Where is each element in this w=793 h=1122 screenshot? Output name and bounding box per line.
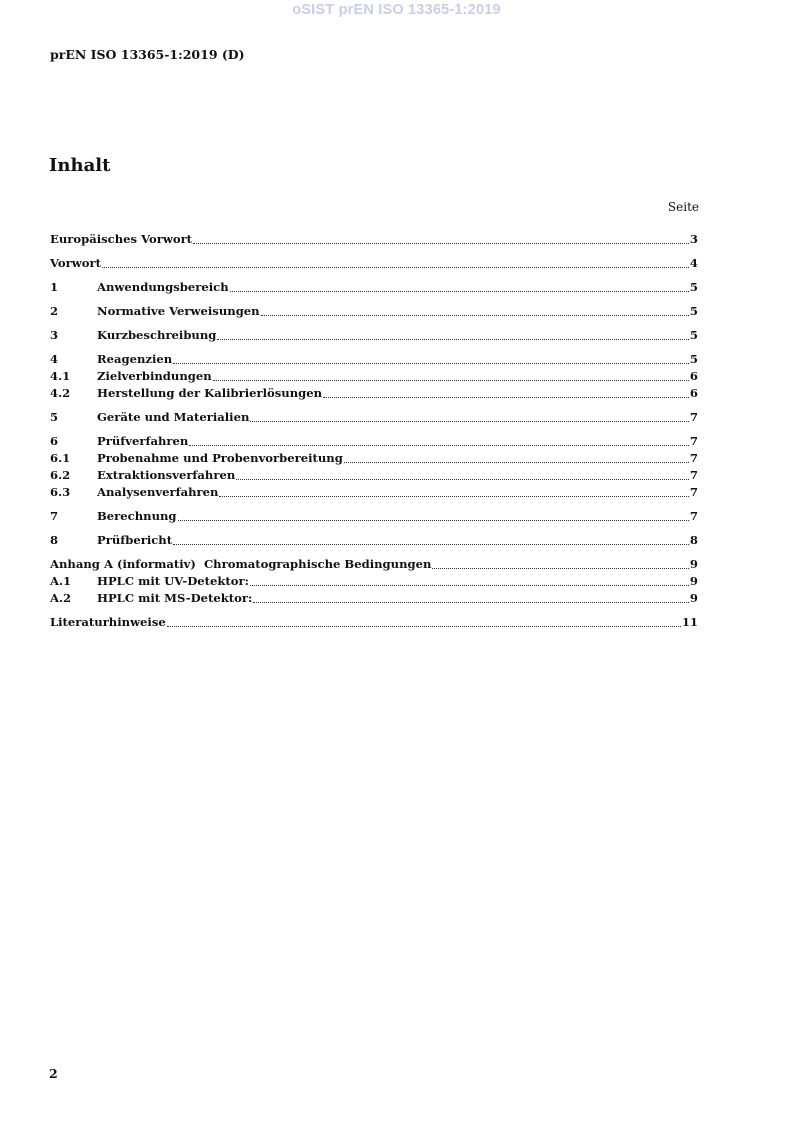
toc-entry[interactable] [50, 556, 698, 573]
table-of-contents [50, 231, 698, 631]
toc-entry[interactable] [50, 327, 698, 344]
dot-leader [236, 478, 689, 480]
toc-entry-title: Anwendungsbereich [97, 280, 229, 294]
toc-entry-title: Anhang A (informativ) Chromatographische Bedingungen [50, 557, 432, 571]
toc-entry[interactable] [50, 467, 698, 484]
toc-entry-title: Vorwort [50, 256, 101, 270]
toc-entry-number: 4 [50, 352, 59, 366]
toc-entry-number: 8 [50, 533, 59, 547]
toc-entry[interactable] [50, 450, 698, 467]
toc-entry-number: 6 [50, 434, 59, 448]
toc-entry-number: 1 [50, 280, 59, 294]
toc-entry-page: 6 [689, 369, 698, 383]
toc-entry-page: 7 [689, 434, 698, 448]
toc-entry[interactable] [50, 433, 698, 450]
dot-leader [230, 290, 689, 292]
toc-entry-title: Prüfverfahren [97, 434, 189, 448]
dot-leader [167, 625, 681, 627]
toc-entry-number: A.2 [50, 591, 72, 605]
toc-entry-number: 4.1 [50, 369, 71, 383]
dot-leader [250, 420, 689, 422]
toc-entry[interactable] [50, 484, 698, 501]
toc-entry[interactable] [50, 385, 698, 402]
toc-entry-page: 11 [681, 615, 698, 629]
toc-entry-page: 7 [689, 410, 698, 424]
dot-leader [323, 396, 689, 398]
toc-entry-title: Analysenverfahren [97, 485, 219, 499]
page-number: 2 [49, 1066, 58, 1081]
toc-entry-page: 4 [689, 256, 698, 270]
toc-heading: Inhalt [49, 155, 111, 176]
dot-leader [173, 543, 689, 545]
toc-entry-title: Literaturhinweise [50, 615, 166, 629]
toc-entry[interactable] [50, 409, 698, 426]
toc-entry-title: Reagenzien [97, 352, 173, 366]
toc-entry[interactable] [50, 279, 698, 296]
toc-entry[interactable] [50, 351, 698, 368]
watermark: oSIST prEN ISO 13365-1:2019 [292, 2, 501, 18]
toc-entry-number: 6.1 [50, 451, 71, 465]
toc-entry-title: Probenahme und Probenvorbereitung [97, 451, 343, 465]
toc-entry[interactable] [50, 508, 698, 525]
toc-entry-page: 3 [689, 232, 698, 246]
toc-entry-title: HPLC mit UV-Detektor: [97, 574, 249, 588]
toc-entry-page: 5 [689, 280, 698, 294]
toc-entry-title: Europäisches Vorwort [50, 232, 193, 246]
toc-entry-number: 3 [50, 328, 59, 342]
dot-leader [189, 444, 689, 446]
page-column-label: Seite [667, 200, 699, 214]
toc-entry[interactable] [50, 532, 698, 549]
toc-entry-page: 7 [689, 468, 698, 482]
toc-entry-page: 8 [689, 533, 698, 547]
toc-entry-title: HPLC mit MS-Detektor: [97, 591, 253, 605]
toc-entry-page: 9 [689, 574, 698, 588]
toc-entry-number: 7 [50, 509, 59, 523]
toc-entry-page: 5 [689, 352, 698, 366]
toc-entry-page: 6 [689, 386, 698, 400]
dot-leader [173, 362, 689, 364]
toc-entry-number: 5 [50, 410, 59, 424]
toc-entry-number: 6.2 [50, 468, 71, 482]
toc-entry[interactable] [50, 231, 698, 248]
toc-entry-title: Zielverbindungen [97, 369, 212, 383]
dot-leader [178, 519, 689, 521]
toc-entry-page: 7 [689, 451, 698, 465]
toc-entry-title: Geräte und Materialien [97, 410, 250, 424]
toc-entry-page: 7 [689, 485, 698, 499]
document-id: prEN ISO 13365-1:2019 (D) [50, 47, 245, 62]
toc-entry[interactable] [50, 303, 698, 320]
dot-leader [344, 461, 689, 463]
toc-entry-title: Normative Verweisungen [97, 304, 260, 318]
toc-entry-title: Herstellung der Kalibrierlösungen [97, 386, 323, 400]
toc-entry-title: Extraktionsverfahren [97, 468, 236, 482]
toc-entry[interactable] [50, 573, 698, 590]
toc-entry[interactable] [50, 590, 698, 607]
dot-leader [193, 242, 689, 244]
dot-leader [432, 567, 689, 569]
toc-entry[interactable] [50, 255, 698, 272]
dot-leader [219, 495, 688, 497]
toc-entry-number: 2 [50, 304, 59, 318]
toc-entry-title: Prüfbericht [97, 533, 173, 547]
toc-entry-title: Kurzbeschreibung [97, 328, 217, 342]
toc-entry[interactable] [50, 368, 698, 385]
dot-leader [253, 601, 689, 603]
toc-entry-page: 7 [689, 509, 698, 523]
dot-leader [261, 314, 689, 316]
toc-entry-number: 6.3 [50, 485, 71, 499]
toc-entry-title: Berechnung [97, 509, 177, 523]
dot-leader [217, 338, 689, 340]
toc-entry[interactable] [50, 614, 698, 631]
dot-leader [102, 266, 689, 268]
toc-entry-number: A.1 [50, 574, 72, 588]
toc-entry-page: 5 [689, 328, 698, 342]
toc-entry-page: 9 [689, 557, 698, 571]
toc-entry-page: 5 [689, 304, 698, 318]
toc-entry-number: 4.2 [50, 386, 71, 400]
dot-leader [213, 379, 689, 381]
toc-entry-page: 9 [689, 591, 698, 605]
dot-leader [250, 584, 689, 586]
